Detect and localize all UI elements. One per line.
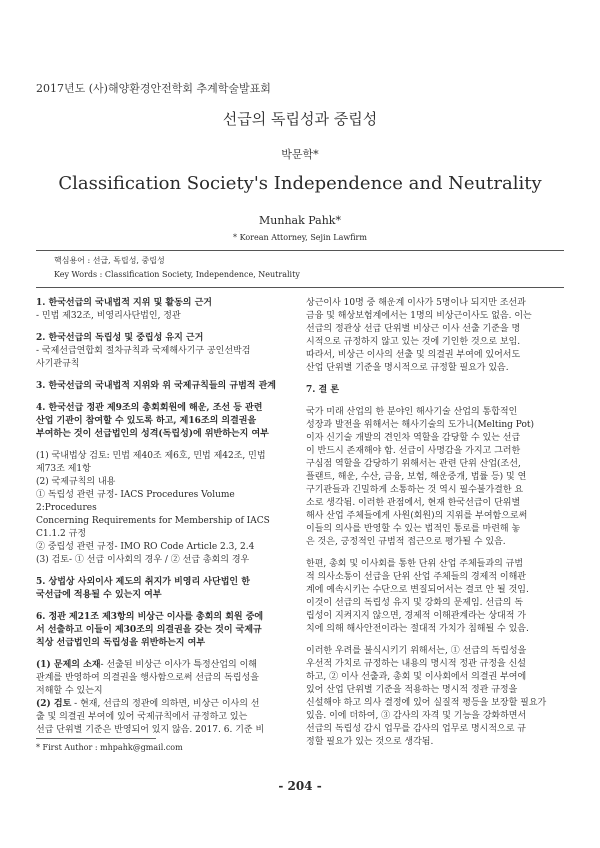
paragraph-heading: (2) 검토 [36,699,72,709]
paragraph-heading: (1) 문제의 소재 [36,660,101,670]
affiliation: * Korean Attorney, Sejin Lawfirm [233,233,367,242]
paragraph-heading: 4. 한국선급 정관 제9조의 총회회원에 해운, 조선 등 관련 산업 기관이 참여할 수 있도록 하고, 제16조의 의결권을 부여하는 것이 선급법인의 성격(독립성)에 위반하는지 여부 [36,403,269,439]
paragraph-heading: 6. 정관 제21조 제3항의 비상근 이사를 총회의 회원 중에 서 선출하고 이들이 제30조의 의결권을 갖는 것이 국제규 칙상 선급법인의 독립성을 위반하는지 여부 [36,612,264,648]
conference-header: 2017년도 (사)해양환경안전학회 추계학술발표회 [36,82,271,95]
paragraph-text: 한편, 총회 및 이사회를 통한 단위 산업 주체들과의 규범 적 의사소통이 선급을 단위 산업 주체들의 경제적 이해관 계에 예속시키는 수단으로 변질되어서는 결코 안 될 것임. 이것이 선급의 독립성 유지 및 강화의 문제임. 선급의 독 립성이 지켜지지 않으면, 경제적 이해관계라는 상대적 가 치에 의해 해사안전이라는 절대적 가치가 침해될 수 있음. [306,559,529,634]
paragraph-gap [36,323,294,332]
paragraph-gap [36,567,294,576]
paragraph-text: (1) 국내법상 검토: 민법 제40조 제6호, 민법 제42조, 민법 제73조 제1항 (2) 국제규칙의 내용 ① 독립성 관련 규정- IACS Procedures Volume 2:Procedures Concerning Requirements for Membership of IACS C1.1.2 규정 ② 중립성 관련 규정- IMO RO Code Article 2.3, 2.4 (3) 검토- ① 선급 이사회의 경우 / ② 선급 총회의 경우 [36,451,270,565]
paragraph-heading: 1. 한국선급의 국내법적 지위 및 활동의 근거 [36,298,212,308]
paragraph [306,297,564,375]
korean-keywords: 핵심용어 : 선급, 독립성, 중립성 [54,256,165,265]
footnote-rule [36,738,156,739]
paragraph [36,380,294,393]
paragraph [36,297,294,310]
paragraph-gap [306,636,564,645]
english-author: Munhak Pahk* [259,214,341,227]
paragraph-gap [306,549,564,558]
paragraph [36,576,294,602]
paragraph-text: 이러한 우려를 불식시키기 위해서는, ① 선급의 독립성을 우선적 가치로 규정하는 내용의 명시적 정관 규정을 신설 하고, ② 이사 선출과, 총회 및 이사회에서 의결권 부여에 있어 산업 단위별 기준을 적용하는 명시적 정관 규정을 신설해야 하고 의사 결정에 있어 실질적 평등을 보장할 필요가 있음. 이에 더하여, ③ 감사의 자격 및 기능을 강화하면서 선급의 독립성 감시 업무를 감사의 업무로 명시적으로 규 정할 필요가 있는 것으로 생각됨. [306,646,547,747]
paragraph-gap [36,371,294,380]
paragraph-text: - 국제선급연합회 절차규칙과 국제해사기구 공인선박검 사기관규칙 [36,346,251,369]
korean-author: 박문학* [281,148,319,161]
paragraph [36,345,294,371]
paragraph-text: - 현재, 선급의 정관에 의하면, 비상근 이사의 선 출 및 의결권 부여에 있어 국제규칙에서 규정하고 있는 선급 단위별 기준은 반영되어 있지 않음. 2017. 6. 기준 비 [36,699,265,735]
paragraph-gap [36,650,294,659]
footnote: * First Author : mhpahk@gmail.com [36,743,183,752]
paragraph [36,659,294,698]
paragraph [36,402,294,441]
paragraph-heading: 7. 결 론 [306,385,340,395]
paragraph-gap [306,375,564,384]
korean-title: 선급의 독립성과 중립성 [222,110,378,128]
paragraph-gap [36,393,294,402]
paragraph [36,450,294,567]
english-title: Classification Society's Independence and Neutrality [58,173,542,194]
paragraph-text: - 민법 제32조, 비영리사단법인, 정관 [36,311,181,321]
paragraph [36,698,294,737]
paragraph-gap [36,441,294,450]
paragraph-gap [36,602,294,611]
keywords-top-rule [36,250,564,251]
paragraph-text: 국가 미래 산업의 한 분야인 해사기술 산업의 통합적인 성장과 발전을 위해서는 해사기술의 도가니(Melting Pot) 이자 신기술 개발의 견인차 역할을 감당할 수 있는 선급 이 반드시 존재해야 함. 선급이 사명감을 가지고 그러한 구심점 역할을 감당하기 위해서는 관련 단위 산업(조선, 플랜트, 해운, 수산, 금융, 보험, 해운중개, 법률 등) 및 연 구기관들과 긴밀하게 소통하는 것 역시 필수불가결한 요 소로 생각됨. 이러한 관점에서, 현재 한국선급이 단위별 해사 산업 주체들에게 사원(회원)의 지위를 부여함으로써 이들의 의사를 반영할 수 있는 법적인 통로를 마련해 놓 은 것은, 긍정적인 규범적 접근으로 평가될 수 있음. [306,407,535,547]
paragraph [36,611,294,650]
paragraph [306,558,564,636]
paragraph [306,406,564,549]
paragraph [306,384,564,397]
paragraph-text: 상근이사 10명 중 해운계 이사가 5명이나 되지만 조선과 금융 및 해상보험계에서는 1명의 비상근이사도 없음. 이는 선급의 정관상 선급 단위별 비상근 이사 선출 기준을 명 시적으로 규정하지 않고 있는 것에 기인한 것으로 보임. 따라서, 비상근 이사의 선출 및 의결권 부여에 있어서도 산업 단위별 기준을 명시적으로 규정할 필요가 있음. [306,298,532,373]
paragraph [36,310,294,323]
page-number: - 204 - [278,779,322,793]
paragraph-heading: 2. 한국선급의 독립성 및 중립성 유지 근거 [36,333,204,343]
left-column [36,297,294,737]
paragraph-heading: 5. 상법상 사외이사 제도의 취지가 비영리 사단법인 한 국선급에 적용될 수 있는지 여부 [36,577,250,600]
paragraph-heading: 3. 한국선급의 국내법적 지위와 위 국제규칙들의 규범적 관계 [36,381,276,391]
right-column [306,297,564,749]
paragraph-text: - 선출된 비상근 이사가 특정산업의 이해 관계를 반영하여 의결권을 행사함으로써 선급의 독립성을 저해할 수 있는지 [36,660,259,696]
paragraph-gap [306,397,564,406]
paragraph [36,332,294,345]
paragraph [306,645,564,749]
english-keywords: Key Words : Classification Society, Independence, Neutrality [54,270,300,279]
keywords-bottom-rule [36,287,564,288]
